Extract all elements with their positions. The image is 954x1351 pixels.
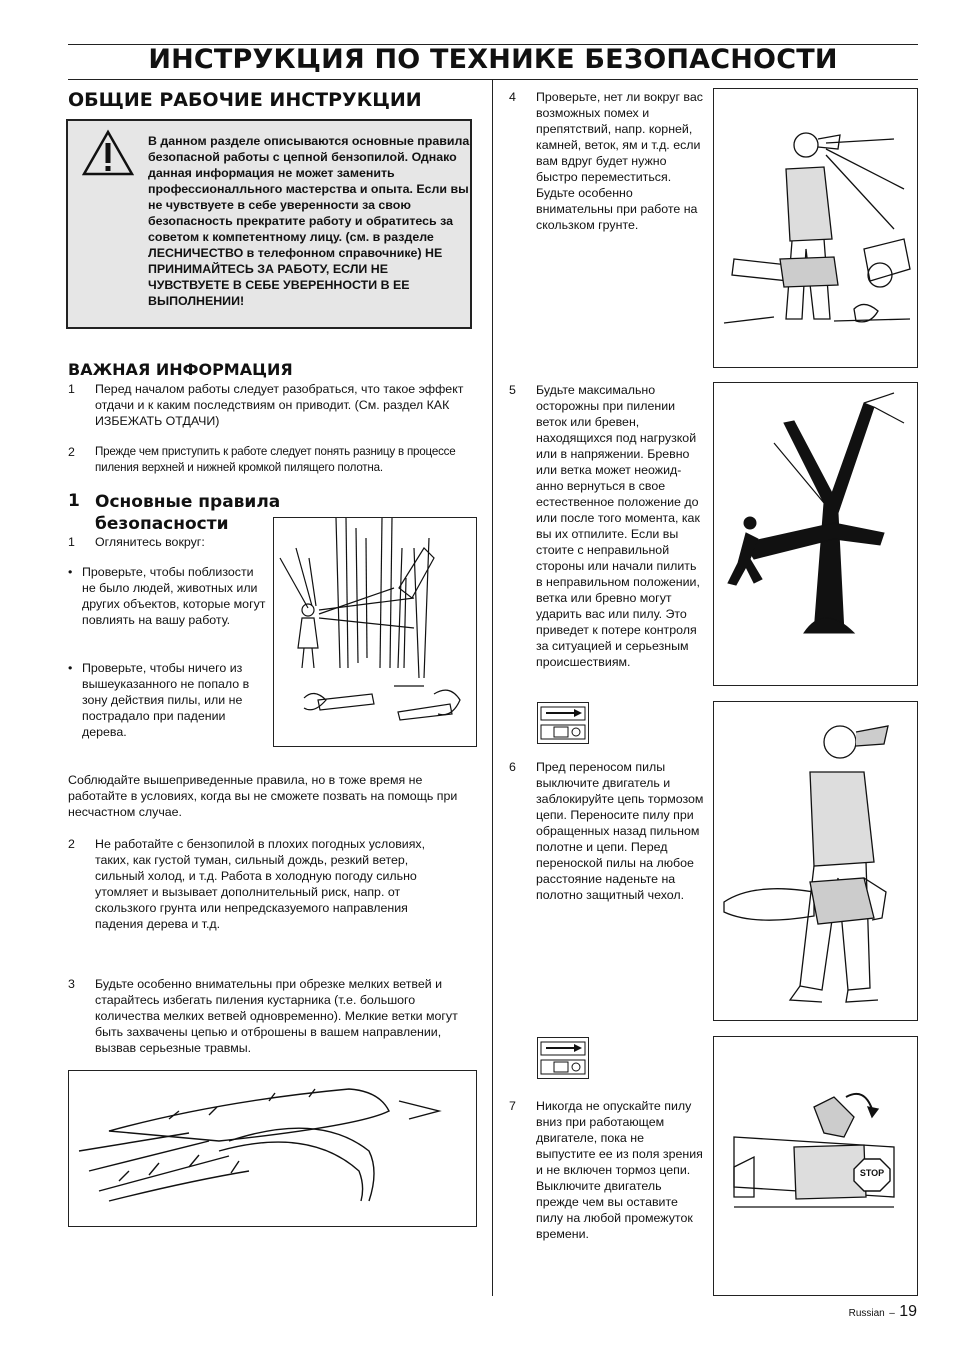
footer-language: Russian [848,1308,885,1319]
footer-page: 19 [899,1303,917,1320]
warning-triangle-icon [82,129,134,177]
item-4-num: 4 [509,90,516,104]
branches-item-num: 3 [68,977,75,991]
weather-item-num: 2 [68,837,75,851]
look-around-text: Оглянитесь вокруг: [95,535,205,549]
tension-drawing [714,383,917,685]
item-5-num: 5 [509,383,516,397]
stop-drawing [714,1037,917,1295]
arrow-icon [538,703,588,743]
item-4-text: Проверьте, нет ли вокруг вас возможных помех и препятствий, напр. корней, камней, веток, ям и т.д. если вам вдруг будет нужно быстро переместиться. Будьте особенно внимательны при работе на скользком грунте. [536,90,703,232]
branches-drawing [69,1071,476,1226]
item-6-num: 6 [509,760,516,774]
look-around-num: 1 [68,535,75,549]
branches-illustration [68,1070,477,1227]
bullet-dot-2: • [68,661,73,675]
forest-drawing [274,518,476,746]
page-title: ИНСТРУКЦИЯ ПО ТЕХНИКЕ БЕЗОПАСНОСТИ [148,44,838,75]
symbol-brake-1 [537,702,589,744]
bullet-1-text: Проверьте, чтобы поблизости не было людей, животных или других объектов, которые могут повлиять на вашу работу. [82,565,266,627]
weather-item-text: Не работайте с бензопилой в плохих погодных условиях, таких, как густой туман, сильный дождь, резкий ветер, сильный холод, и т.д. Работа в холодную погоду сильно утомляет и вызывает дополнительный риск, напр. от скользкого грунта или непредсказуемого направления падения дерева и т.д. [95,837,426,931]
stop-sign-text: STOP [859,1168,885,1178]
arrow-icon [538,1038,588,1078]
tension-illustration [713,382,918,686]
page-number [849,1303,917,1321]
obstacles-illustration [713,88,918,368]
forest-illustration [273,517,477,747]
important-heading: ВАЖНАЯ ИНФОРМАЦИЯ [68,360,293,379]
symbol-brake-2 [537,1037,589,1079]
footer-dash: – [889,1308,895,1319]
item-7-num: 7 [509,1099,516,1113]
obstacles-drawing [714,89,917,367]
item-5-text: Будьте максимально осторожны при пилении веток или бревен, находящихся под нагрузкой или в напряжении. Бревно или ветка может неожид-анно вернуться в свое естественное положение до или после того момента, как вы их отпилите. Если вы стоите с неправильной стороны или начали пилить в неправильном положении, ветка или бревно могут ударить вас или пилу. Это приведет к потере контроля за ситуацией и серьезным происшествиям. [536,383,700,669]
important-item-1-text: Перед началом работы следует разобраться, что такое эффект отдачи и к каким последствиям он приводит. (См. раздел КАК ИЗБЕЖАТЬ ОТДАЧИ) [95,382,464,428]
note-text: Соблюдайте вышеприведенные правила, но в тоже время не работайте в условиях, когда вы не сможете позвать на помощь при несчастном случае. [68,773,458,819]
title-rule [68,79,918,80]
important-item-2-text: Прежде чем приступить к работе следует понять разницу в процессе пиления верхней и нижней кромкой пилящего полотна. [95,445,456,474]
section-title: ОБЩИЕ РАБОЧИЕ ИНСТРУКЦИИ [68,89,422,111]
item-7-text: Никогда не опускайте пилу вниз при работающем двигателе, пока не выпустите ее из поля зрения и не включен тормоз цепи. Выключите двигатель прежде чем вы оставите пилу на любой промежуток времени. [536,1099,703,1241]
basic-rules-heading: Основные правила безопасности [95,492,281,534]
basic-rules-num: 1 [68,491,80,511]
stop-illustration [713,1036,918,1296]
carrying-drawing [714,702,917,1020]
bullet-2-text: Проверьте, чтобы ничего из вышеуказанного не попало в зону действия пилы, или не пострадало при падении дерева. [82,661,250,739]
branches-item-text: Будьте особенно внимательны при обрезке мелких ветвей и старайтесь избегать пиления кустарника (т.е. большого количества мелких ветвей одновременно). Мелкие ветки могут быть захвачены цепью и отброшены в вашем направлении, вызвав серьезные травмы. [95,977,458,1055]
important-item-2-num: 2 [68,445,75,459]
warning-box [66,119,472,329]
warning-text: В данном разделе описываются основные правила безопасной работы с цепной бензопилой. Однако данная информация не может заменить профессионалльного мастерства и опыта. Если вы не чувствуете в себе уверенности за свою безопасность прекратите работу и обратитесь за советом к компетентному лицу. (см. в разделе ЛЕСНИЧЕСТВО в телефонном справочнике) НЕ ПРИНИМАЙТЕСЬ ЗА РАБОТУ, ЕСЛИ НЕ ЧУВСТВУЕТЕ В СЕБЕ УВЕРЕННОСТИ В ЕЕ ВЫПОЛНЕНИИ! [148,134,470,308]
carrying-illustration [713,701,918,1021]
item-6-text: Пред переносом пилы выключите двигатель и заблокируйте цепь тормозом цепи. Переносите пилу при обращенных назад пильном полотне и цепи. Перед переноской пилы на любое расстояние наденьте на полотно защитный чехол. [536,760,704,902]
bullet-dot-1: • [68,565,73,579]
column-divider [492,80,493,1296]
important-item-1-num: 1 [68,382,75,396]
